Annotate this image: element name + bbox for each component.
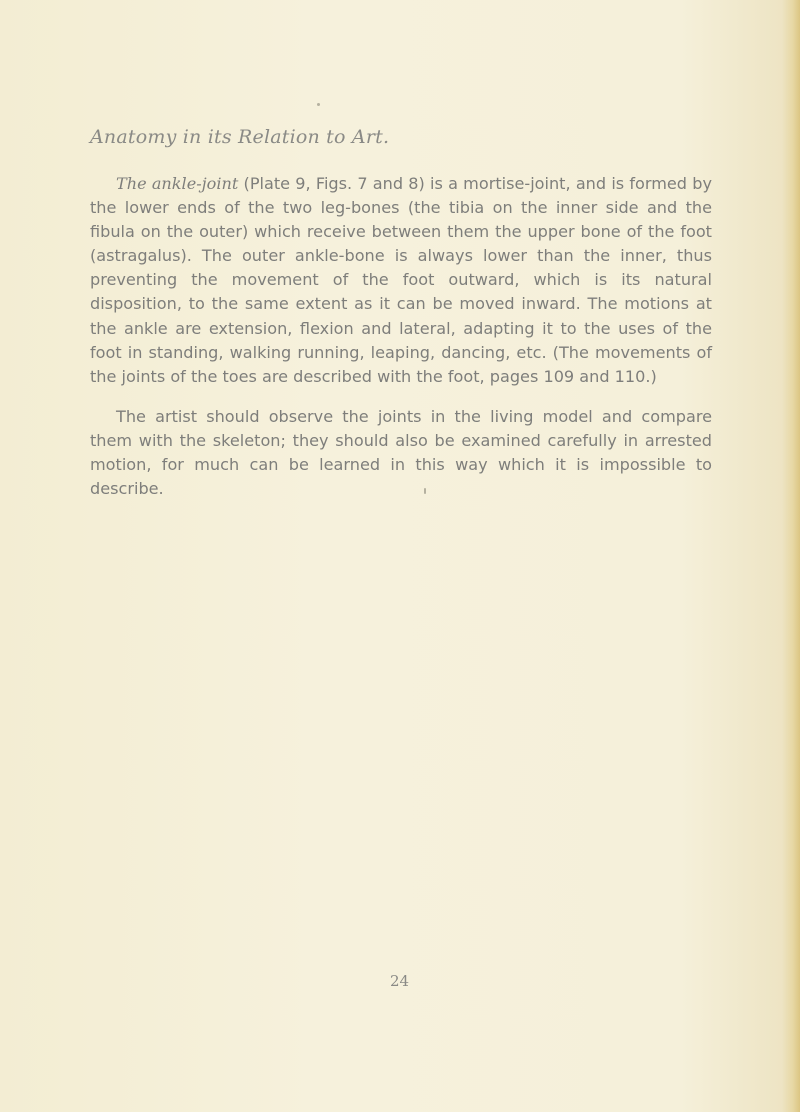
paragraph-text: The artist should observe the joints in the living model and compare them with the skeleton; they should also be examined carefully in arrested motion, for much can be learned in this way which it is impossible to describe. <box>90 406 712 499</box>
paragraph-ankle-joint <box>90 172 712 389</box>
page-number: 24 <box>390 972 410 990</box>
paper-speck <box>317 103 320 106</box>
page-edge-shadow <box>782 0 800 1112</box>
paragraph-text: (Plate 9, Figs. 7 and 8) is a mortise-joint, and is formed by the lower ends of the two leg-bones (the tibia on the inner side and the fibula on the outer) which receive between them the upper bone of the foot (astragalus). The outer ankle-bone is always lower than the inner, thus preventing the movement of the foot outward, which is its natural disposition, to the same extent as it can be moved inward. The motions at the ankle are extension, flexion and lateral, adapting it to the uses of the foot in standing, walking running, leaping, dancing, etc. (The movements of the joints of the toes are described with the foot, pages 109 and 110.) <box>90 174 712 386</box>
lead-term: The ankle-joint <box>116 174 239 193</box>
running-title: Anatomy in its Relation to Art. <box>90 126 390 148</box>
main-text <box>90 172 712 501</box>
paragraph-artist-advice <box>90 405 712 501</box>
